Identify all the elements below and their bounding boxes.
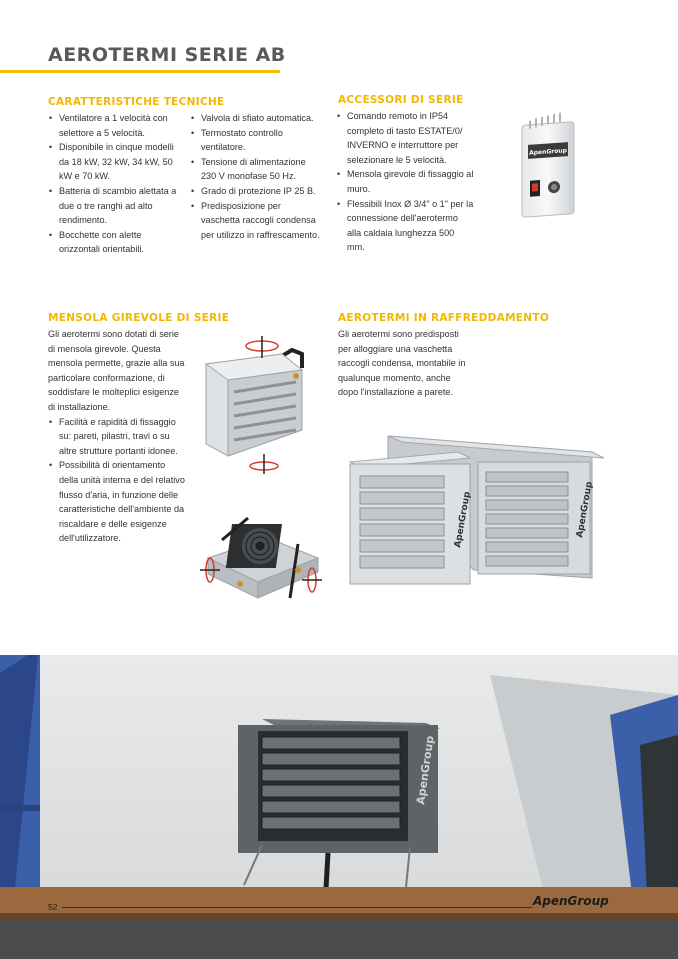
heading-accessori: ACCESSORI DI SERIE	[338, 94, 464, 106]
mensola-text	[48, 327, 186, 546]
list-item: • Valvola di sfiato automatica.	[190, 111, 320, 126]
list-item: • Grado di protezione IP 25 B.	[190, 184, 320, 199]
list-item: • Disponibile in cinque modelli da 18 kW, 32 kW, 34 kW, 50 kW e 70 kW.	[48, 140, 180, 184]
footer-divider	[62, 907, 532, 908]
mensola-intro: Gli aerotermi sono dotati di serie di mensola girevole. Questa mensola permette, grazie alla sua particolare conformazione, di soddisfare le molteplici esigenze di installazione.	[48, 329, 185, 412]
list-item: • Possibilità di orientamento della unità interna e del relativo flusso d'aria, in funzione delle caratteristiche dell'ambiente da riscaldare e delle esigenze dell'utilizzatore.	[48, 458, 186, 546]
list-item: • Facilità e rapidità di fissaggio su: pareti, pilastri, travi o su altre strutture portanti idonee.	[48, 415, 186, 459]
list-item: • Bocchette con alette orizzontali orientabili.	[48, 228, 180, 257]
cooling-heaters-image	[346, 428, 608, 588]
back-heater-brand-label: ApenGroup	[575, 480, 595, 539]
heading-raffreddamento: AEROTERMI IN RAFFREDDAMENTO	[338, 312, 550, 324]
front-heater-brand-label: ApenGroup	[453, 490, 473, 549]
list-accessori	[336, 109, 474, 255]
list-item: • Flessibili Inox Ø 3/4" o 1" per la connessione dell'aerotermo alla caldaia lunghezza 500 mm.	[336, 197, 474, 255]
list-item: • Ventilatore a 1 velocità con selettore a 5 velocità.	[48, 111, 180, 140]
footer-brand-logo: ApenGroup	[533, 894, 609, 908]
installation-photo	[0, 655, 678, 959]
list-item: • Termostato controllo ventilatore.	[190, 126, 320, 155]
fan-unit-image	[198, 510, 323, 610]
list-caratteristiche-col2	[190, 111, 320, 242]
photo-heater-brand-label: ApenGroup	[414, 734, 437, 806]
remote-brand-label: ApenGroup	[529, 147, 567, 157]
list-caratteristiche-col1	[48, 111, 180, 257]
list-mensola	[48, 415, 186, 546]
list-item: • Batteria di scambio alettata a due o tre ranghi ad alto rendimento.	[48, 184, 180, 228]
heading-caratteristiche: CARATTERISTICHE TECNICHE	[48, 96, 225, 108]
heading-mensola: MENSOLA GIREVOLE DI SERIE	[48, 312, 230, 324]
list-item: • Mensola girevole di fissaggio al muro.	[336, 167, 474, 196]
page-number: 52	[48, 902, 58, 912]
title-underline	[0, 70, 280, 73]
raffreddamento-text: Gli aerotermi sono predisposti per alloggiare una vaschetta raccogli condensa, montabile in qualunque momento, anche dopo l'installazione a parete.	[338, 329, 466, 398]
list-item: • Comando remoto in IP54 completo di tasto ESTATE/0/ INVERNO e interruttore per selezionare le 5 velocità.	[336, 109, 474, 167]
swivel-heater-image	[198, 334, 318, 474]
installation-photo-graphic	[0, 655, 678, 959]
remote-control-image	[512, 112, 582, 224]
page-title: AEROTERMI SERIE AB	[48, 44, 286, 66]
list-item: • Tensione di alimentazione 230 V monofase 50 Hz.	[190, 155, 320, 184]
list-item: • Predisposizione per vaschetta raccogli condensa per utilizzo in raffrescamento.	[190, 199, 320, 243]
